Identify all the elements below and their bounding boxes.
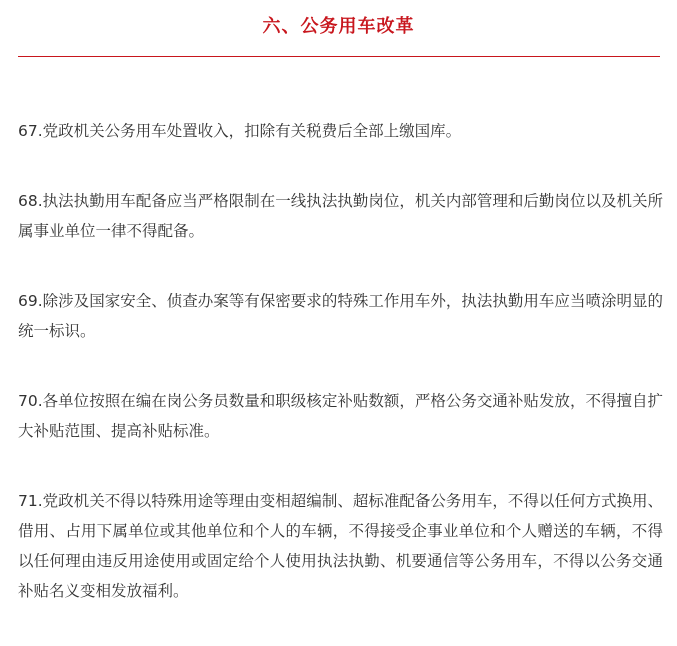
item-text: 党政机关公务用车处置收入，扣除有关税费后全部上缴国库。 [42, 122, 462, 140]
item-list [18, 116, 663, 646]
item-text: 各单位按照在编在岗公务员数量和职级核定补贴数额，严格公务交通补贴发放，不得擅自扩大补贴范围、提高补贴标准。 [18, 392, 663, 440]
title-divider [18, 56, 660, 57]
item-text: 执法执勤用车配备应当严格限制在一线执法执勤岗位，机关内部管理和后勤岗位以及机关所属事业单位一律不得配备。 [18, 192, 663, 240]
item-text: 党政机关不得以特殊用途等理由变相超编制、超标准配备公务用车，不得以任何方式换用、借用、占用下属单位或其他单位和个人的车辆，不得接受企事业单位和个人赠送的车辆，不得以任何理由违反用途使用或固定给个人使用执法执勤、机要通信等公务用车，不得以公务交通补贴名义变相发放福利。 [18, 492, 663, 600]
item-number: 71. [18, 492, 43, 510]
section-title: 六、公务用车改革 [262, 16, 415, 37]
item-number: 68. [18, 192, 43, 210]
item-number: 67. [18, 122, 43, 140]
list-item [18, 486, 663, 606]
list-item [18, 386, 663, 446]
item-number: 70. [18, 392, 43, 410]
list-item [18, 186, 663, 246]
list-item [18, 116, 663, 146]
item-number: 69. [18, 292, 43, 310]
item-text: 除涉及国家安全、侦查办案等有保密要求的特殊工作用车外，执法执勤用车应当喷涂明显的统一标识。 [18, 292, 663, 340]
list-item [18, 286, 663, 346]
